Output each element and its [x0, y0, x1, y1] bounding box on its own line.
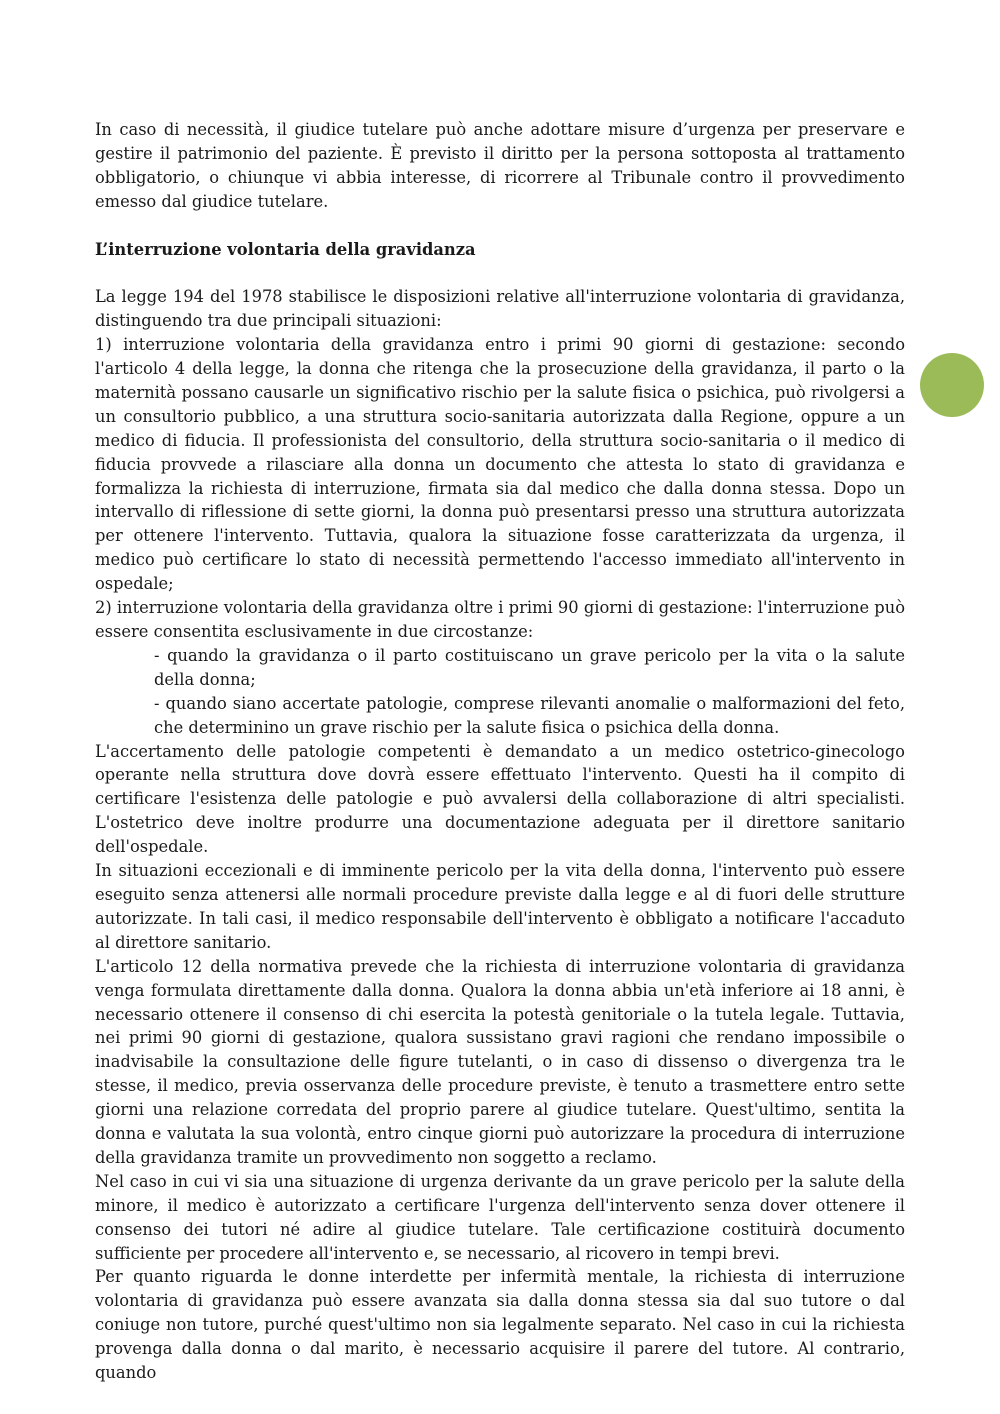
paragraph-situazioni-eccezionali: In situazioni eccezionali e di imminente pericolo per la vita della donna, l'intervento può essere eseguito senza attenersi alle normali procedure previste dalla legge e al di fuori delle strutture autorizzate. In tali casi, il medico responsabile dell'intervento è obbligato a notificare l'accaduto al direttore sanitario. [95, 861, 905, 952]
paragraph-urgenza-minore: Nel caso in cui vi sia una situazione di urgenza derivante da un grave pericolo per la salute della minore, il medico è autorizzato a certificare l'urgenza dell'intervento senza dover ottenere il consenso dei tutori né adire al giudice tutelare. Tale certificazione costituirà documento sufficiente per procedere all'intervento e, se necessario, al ricovero in tempi brevi. [95, 1171, 905, 1263]
bullet-patologie-feto: - quando siano accertate patologie, comprese rilevanti anomalie o malformazioni del feto, che determinino un grave rischio per la salute fisica o psichica della donna. [154, 693, 905, 737]
accent-circle-decoration [920, 353, 984, 417]
bullet-pericolo-vita: - quando la gravidanza o il parto costituiscano un grave pericolo per la vita o la salute della donna; [154, 645, 905, 689]
document-page [95, 118, 905, 1385]
spacer [95, 214, 905, 238]
paragraph-accertamento: L'accertamento delle patologie competenti è demandato a un medico ostetrico-ginecologo operante nella struttura dove dovrà essere effettuato l'intervento. Questi ha il compito di certificare l'esistenza delle patologie e può avvalersi della collaborazione di altri specialisti. L'ostetrico deve inoltre produrre una documentazione adeguata per il direttore sanitario dell'ospedale. [95, 741, 905, 857]
paragraph-donne-interdette: Per quanto riguarda le donne interdette per infermità mentale, la richiesta di interruzione volontaria di gravidanza può essere avanzata sia dalla donna stessa sia dal suo tutore o dal coniuge non tutore, purché quest'ultimo non sia legalmente separato. Nel caso in cui la richiesta provenga dalla donna o dal marito, è necessario acquisire il parere del tutore. Al contrario, quando [95, 1267, 905, 1383]
paragraph-urgenza: In caso di necessità, il giudice tutelare può anche adottare misure d’urgenza per preservare e gestire il patrimonio del paziente. È previsto il diritto per la persona sottoposta al trattamento obbligatorio, o chiunque vi abbia interesse, di ricorrere al Tribunale contro il provvedimento emesso dal giudice tutelare. [95, 120, 905, 211]
paragraph-legge-194: La legge 194 del 1978 stabilisce le disposizioni relative all'interruzione volontaria di gravidanza, distinguendo tra due principali situazioni: [95, 287, 905, 331]
spacer [95, 261, 905, 285]
list-item-entro-90-giorni: 1) interruzione volontaria della gravidanza entro i primi 90 giorni di gestazione: secondo l'articolo 4 della legge, la donna che ritenga che la prosecuzione della gravidanza, il parto o la maternità possano causarle un significativo rischio per la salute fisica o psichica, può rivolgersi a un consultorio pubblico, a una struttura socio-sanitaria autorizzata dalla Regione, oppure a un medico di fiducia. Il professionista del consultorio, della struttura socio-sanitaria o il medico di fiducia provvede a rilasciare alla donna un documento che attesta lo stato di gravidanza e formalizza la richiesta di interruzione, firmata sia dal medico che dalla donna stessa. Dopo un intervallo di riflessione di sette giorni, la donna può presentarsi presso una struttura autorizzata per ottenere l'intervento. Tuttavia, qualora la situazione fosse caratterizzata da urgenza, il medico può certificare lo stato di necessità permettendo l'accesso immediato all'intervento in ospedale; [95, 335, 905, 594]
paragraph-articolo-12: L'articolo 12 della normativa prevede che la richiesta di interruzione volontaria di gravidanza venga formulata direttamente dalla donna. Qualora la donna abbia un'età inferiore ai 18 anni, è necessario ottenere il consenso di chi esercita la potestà genitoriale o la tutela legale. Tuttavia, nei primi 90 giorni di gestazione, qualora sussistano gravi ragioni che rendano impossibile o inadvisabile la consultazione delle figure tutelanti, o in caso di dissenso o divergenza tra le stesse, il medico, previa osservanza delle procedure previste, è tenuto a trasmettere entro sette giorni una relazione corredata del proprio parere al giudice tutelare. Quest'ultimo, sentita la donna e valutata la sua volontà, entro cinque giorni può autorizzare la procedura di interruzione della gravidanza tramite un provvedimento non soggetto a reclamo. [95, 956, 905, 1167]
section-heading: L’interruzione volontaria della gravidanza [95, 239, 476, 259]
list-item-oltre-90-giorni: 2) interruzione volontaria della gravidanza oltre i primi 90 giorni di gestazione: l'interruzione può essere consentita esclusivamente in due circostanze: [95, 598, 905, 641]
